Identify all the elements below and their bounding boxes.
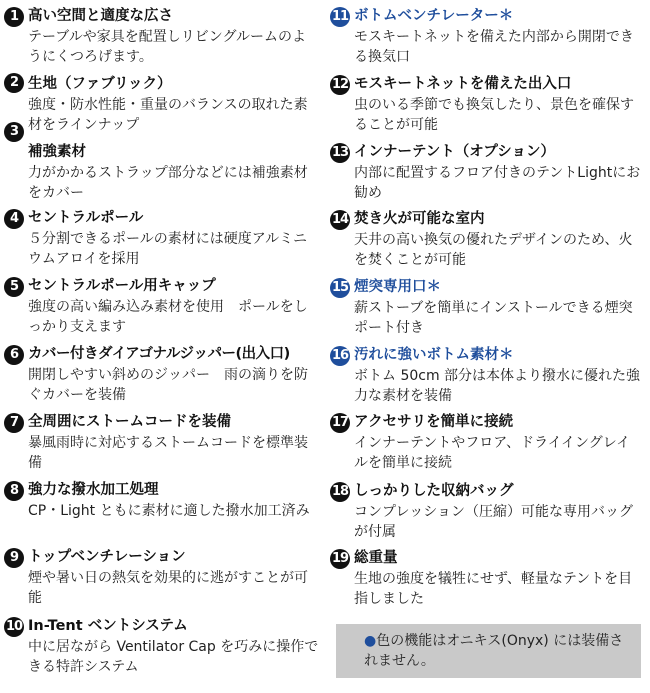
number-badge: 16 [330, 346, 350, 366]
feature-title: ボトムベンチレーター＊ [354, 8, 514, 24]
note-text: 色の機能はオニキス(Onyx) には装備されません。 [364, 633, 624, 669]
feature-description: CP・Light ともに素材に適した撥水加工済み [28, 503, 310, 519]
feature-title: セントラルポール用キャップ [28, 278, 216, 294]
feature-description: 虫のいる季節でも換気したり、景色を確保することが可能 [354, 97, 634, 133]
feature-description: コンプレッション（圧縮）可能な専用バッグが付属 [354, 504, 634, 540]
number-badge: 5 [4, 277, 24, 297]
feature-title: In-Tent ベントシステム [28, 618, 188, 634]
feature-description: 中に居ながら Ventilator Cap を巧みに操作できる特許システム [28, 639, 319, 675]
feature-description: 生地の強度を犠牲にせず、軽量なテントを目指しました [354, 571, 633, 607]
feature-description: 薪ストーブを簡単にインストールできる煙突ポート付き [354, 300, 633, 336]
feature-description: 煙や暑い日の熱気を効果的に逃がすことが可能 [28, 570, 308, 606]
feature-title: 汚れに強いボトム素材＊ [354, 347, 514, 363]
number-badge: 3 [4, 122, 24, 142]
feature-description: 強度の高い編み込み素材を使用 ポールをしっかり支えます [28, 299, 308, 335]
number-badge: 1 [4, 7, 24, 27]
feature-description: ５分割できるポールの素材には硬度アルミニウムアロイを採用 [28, 231, 308, 267]
feature-title: しっかりした収納バッグ [354, 483, 514, 499]
feature-description: モスキートネットを備えた内部から開閉できる換気口 [354, 29, 634, 65]
feature-description: 強度・防水性能・重量のバランスの取れた素材をラインナップ [28, 97, 308, 133]
feature-title: 煙突専用口＊ [354, 279, 441, 295]
feature-title: カバー付きダイアゴナルジッパー(出入口) [28, 346, 290, 362]
number-badge: 18 [330, 482, 350, 502]
feature-title: 全周囲にストームコードを装備 [28, 414, 231, 430]
number-badge: 19 [330, 549, 350, 569]
number-badge: 13 [330, 143, 350, 163]
feature-title: モスキートネットを備えた出入口 [354, 76, 572, 92]
number-badge: 10 [4, 617, 24, 637]
feature-title: 生地（ファブリック） [28, 76, 172, 92]
feature-title: セントラルポール [28, 210, 144, 226]
onyx-note-box [336, 624, 641, 678]
feature-title: 総重量 [354, 550, 398, 566]
feature-title: 高い空間と適度な広さ [28, 8, 173, 24]
number-badge: 4 [4, 209, 24, 229]
feature-title: 強力な撥水加工処理 [28, 482, 159, 498]
onyx-note-text [364, 631, 634, 671]
number-badge: 15 [330, 278, 350, 298]
feature-title: 補強素材 [28, 144, 86, 160]
feature-title: アクセサリを簡単に接続 [354, 414, 514, 430]
feature-title: インナーテント（オプション） [354, 144, 555, 160]
feature-description: 天井の高い換気の優れたデザインのため、火を焚くことが可能 [354, 232, 633, 268]
feature-title: トップベンチレーション [28, 549, 186, 565]
number-badge: 2 [4, 73, 24, 93]
number-badge: 11 [330, 7, 350, 27]
number-badge: 14 [330, 210, 350, 230]
number-badge: 7 [4, 413, 24, 433]
feature-description: インナーテントやフロア、ドライイングレイルを簡単に接続 [354, 435, 631, 471]
number-badge: 17 [330, 413, 350, 433]
number-badge: 6 [4, 345, 24, 365]
feature-title: 焚き火が可能な室内 [354, 211, 485, 227]
number-badge: 8 [4, 481, 24, 501]
number-badge: 9 [4, 548, 24, 568]
feature-description: テーブルや家具を配置しリビングルームのようにくつろげます。 [28, 29, 307, 65]
feature-description: 暴風雨時に対応するストームコードを標準装備 [28, 435, 308, 471]
feature-description: 力がかかるストラップ部分などには補強素材をカバー [28, 165, 308, 201]
feature-description: 開閉しやすい斜めのジッパー 雨の滴りを防ぐカバーを装備 [28, 367, 308, 403]
blue-dot-icon: ● [364, 633, 377, 649]
feature-description: 内部に配置するフロア付きのテントLightにお勧め [354, 165, 641, 201]
feature-description: ボトム 50cm 部分は本体より撥水に優れた強力な素材を装備 [354, 368, 641, 404]
number-badge: 12 [330, 75, 350, 95]
